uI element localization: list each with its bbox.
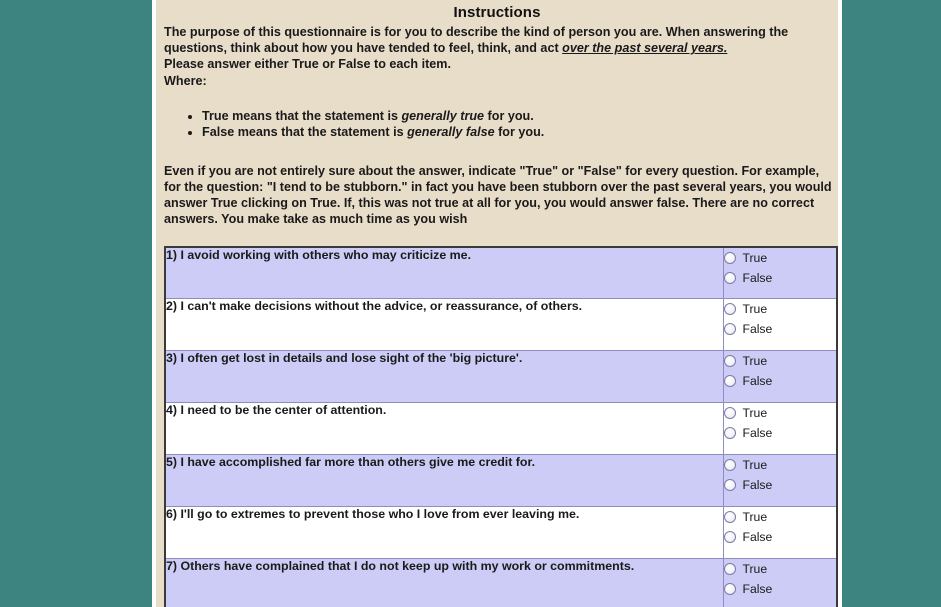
list-item: [202, 124, 832, 141]
question-text-cell: 1) I avoid working with others who may criticize me.: [165, 247, 723, 299]
table-row: [165, 403, 837, 455]
radio-false-icon[interactable]: [724, 583, 736, 595]
answer-cell: [723, 299, 837, 351]
definition-false-post: for you.: [494, 125, 545, 140]
question-text-cell: 7) Others have complained that I do not keep up with my work or commitments.: [165, 559, 723, 607]
table-row: [165, 559, 837, 607]
radio-false-label: False: [742, 582, 773, 597]
answer-option-true[interactable]: [724, 403, 837, 423]
definition-false-pre: False means that the statement is: [202, 125, 408, 140]
answer-cell: [723, 559, 837, 607]
radio-false-icon[interactable]: [724, 323, 736, 335]
question-text-cell: 6) I'll go to extremes to prevent those who I love from ever leaving me.: [165, 507, 723, 559]
answer-option-false[interactable]: [724, 475, 837, 495]
answer-option-false[interactable]: [724, 423, 837, 443]
question-text-cell: 2) I can't make decisions without the advice, or reassurance, of others.: [165, 299, 723, 351]
radio-false-icon[interactable]: [724, 531, 736, 543]
instructions-intro-emphasis: over the past several years.: [562, 41, 728, 56]
table-row: [165, 507, 837, 559]
radio-true-icon[interactable]: [724, 252, 736, 264]
radio-true-label: True: [742, 302, 768, 317]
table-row: [165, 247, 837, 299]
definition-true-post: for you.: [484, 108, 534, 123]
answer-option-false[interactable]: [724, 527, 837, 547]
definition-true-pre: True means that the statement is: [202, 108, 402, 123]
instructions-intro-text: The purpose of this questionnaire is for you to describe the kind of person you are. When answering the questions, think about how you have tended to feel, think, and act: [164, 25, 789, 56]
answer-option-true[interactable]: [724, 507, 837, 527]
page-title: Instructions: [453, 4, 541, 21]
radio-true-icon[interactable]: [724, 303, 736, 315]
answer-cell: [723, 455, 837, 507]
instructions-answer-line: Please answer either True or False to each item.: [164, 57, 451, 72]
answer-cell: [723, 507, 837, 559]
content-panel: [156, 0, 838, 607]
table-row: [165, 455, 837, 507]
answer-option-false[interactable]: [724, 268, 837, 288]
answer-option-true[interactable]: [724, 455, 837, 475]
questionnaire-table: [164, 246, 838, 607]
radio-false-label: False: [742, 478, 773, 493]
instructions-where-label: Where:: [164, 73, 207, 88]
answer-option-true[interactable]: [724, 559, 837, 579]
answer-option-true[interactable]: [724, 299, 837, 319]
radio-false-icon[interactable]: [724, 375, 736, 387]
definition-true-italic: generally true: [401, 108, 485, 123]
radio-true-icon[interactable]: [724, 355, 736, 367]
radio-false-label: False: [742, 374, 773, 389]
radio-false-icon[interactable]: [724, 427, 736, 439]
question-text-cell: 4) I need to be the center of attention.: [165, 403, 723, 455]
answer-option-true[interactable]: [724, 248, 837, 268]
answer-option-true[interactable]: [724, 351, 837, 371]
radio-false-icon[interactable]: [724, 479, 736, 491]
radio-true-icon[interactable]: [724, 563, 736, 575]
answer-option-false[interactable]: [724, 319, 837, 339]
answer-cell: [723, 403, 837, 455]
radio-false-label: False: [742, 270, 773, 285]
answer-cell: [723, 351, 837, 403]
answer-option-false[interactable]: [724, 371, 837, 391]
radio-false-label: False: [742, 322, 773, 337]
radio-true-icon[interactable]: [724, 407, 736, 419]
definition-false-italic: generally false: [407, 125, 495, 140]
radio-false-label: False: [742, 530, 773, 545]
radio-true-label: True: [742, 406, 768, 421]
radio-true-label: True: [742, 458, 768, 473]
radio-true-icon[interactable]: [724, 511, 736, 523]
radio-false-icon[interactable]: [724, 272, 736, 284]
definitions-list: [162, 89, 832, 141]
radio-true-icon[interactable]: [724, 459, 736, 471]
table-row: [165, 299, 837, 351]
instructions-intro: [162, 24, 832, 89]
content-frame: [152, 0, 842, 607]
radio-true-label: True: [742, 510, 768, 525]
radio-true-label: True: [742, 562, 768, 577]
question-text-cell: 5) I have accomplished far more than others give me credit for.: [165, 455, 723, 507]
answer-option-false[interactable]: [724, 579, 837, 599]
radio-true-label: True: [742, 354, 768, 369]
list-item: [202, 108, 832, 125]
instructions-note: Even if you are not entirely sure about the answer, indicate "True" or "False" for every question. For example, for the question: "I tend to be stubborn." in fact you have been stubborn over the past several years, you would answer True clicking on True. If, this was not true at all for you, you would answer false. There are no correct answers. You make take as much time as you wish: [164, 163, 832, 227]
radio-true-label: True: [742, 250, 768, 265]
answer-cell: [723, 247, 837, 299]
question-text-cell: 3) I often get lost in details and lose sight of the 'big picture'.: [165, 351, 723, 403]
table-row: [165, 351, 837, 403]
radio-false-label: False: [742, 426, 773, 441]
questionnaire-body: [165, 247, 837, 607]
